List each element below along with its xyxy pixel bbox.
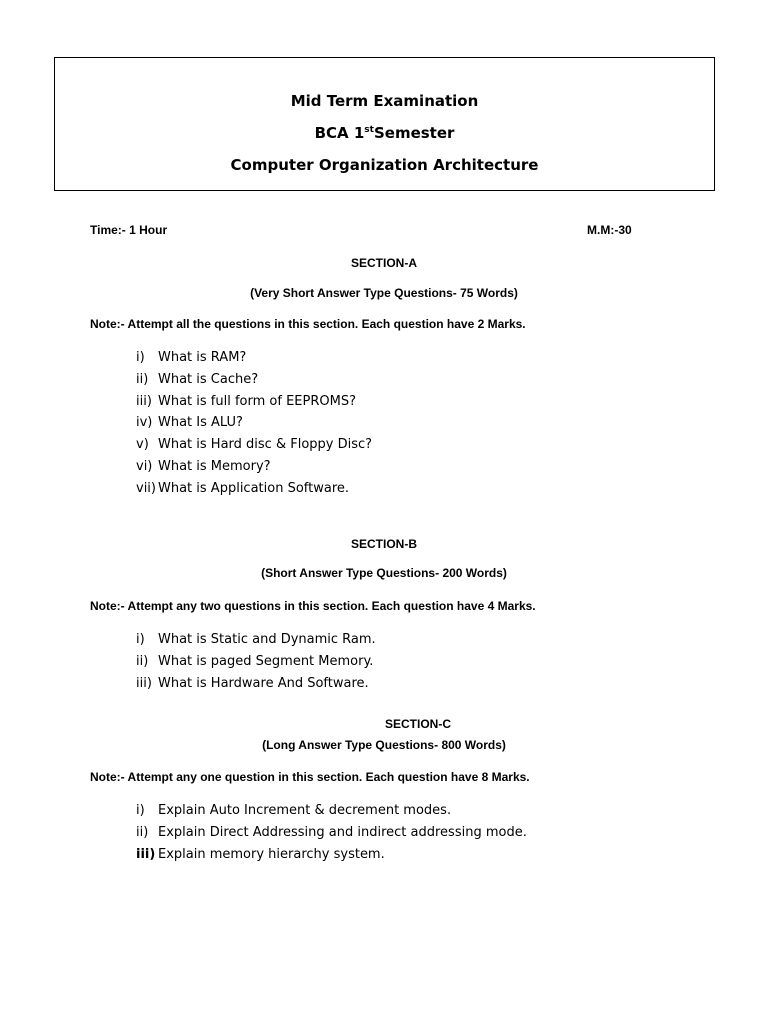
question-number: ii) <box>136 371 149 387</box>
question-text: What is Hardware And Software. <box>158 675 369 691</box>
exam-title: Mid Term Examination <box>290 92 479 110</box>
exam-time: Time:- 1 Hour <box>90 223 168 237</box>
question-number: vi) <box>136 459 153 474</box>
question-text: What Is ALU? <box>158 415 243 431</box>
question-number: iv) <box>136 415 153 431</box>
section-a-subtitle: (Very Short Answer Type Questions- 75 Words) <box>250 286 518 300</box>
question-number: ii) <box>136 653 149 669</box>
course-superscript: st <box>364 125 374 135</box>
section-b-subtitle: (Short Answer Type Questions- 200 Words) <box>261 566 507 580</box>
question-number: i) <box>136 632 145 647</box>
section-c-title: SECTION-C <box>385 717 451 731</box>
question-text: What is RAM? <box>158 350 247 365</box>
question-text: What is Memory? <box>158 459 271 474</box>
question-number: iii) <box>136 675 152 691</box>
question-text: What is Static and Dynamic Ram. <box>158 632 376 647</box>
question-number: v) <box>136 437 149 453</box>
question-text: Explain memory hierarchy system. <box>158 846 385 862</box>
subject-title: Computer Organization Architecture <box>230 156 539 174</box>
course-line <box>55 124 714 142</box>
section-c-subtitle: (Long Answer Type Questions- 800 Words) <box>262 738 506 752</box>
max-marks: M.M:-30 <box>587 223 632 237</box>
section-c-note: Note:- Attempt any one question in this section. Each question have 8 Marks. <box>90 770 530 784</box>
course-suffix: Semester <box>373 124 455 142</box>
question-number: iii) <box>136 846 156 862</box>
section-b-note: Note:- Attempt any two questions in this section. Each question have 4 Marks. <box>90 599 536 613</box>
course-prefix: BCA 1 <box>314 124 365 142</box>
question-number: iii) <box>136 393 152 409</box>
section-a-title: SECTION-A <box>351 256 417 270</box>
question-number: ii) <box>136 824 149 840</box>
question-number: i) <box>136 350 145 365</box>
question-number: i) <box>136 803 145 818</box>
question-text: What is paged Segment Memory. <box>158 653 374 669</box>
question-text: What is Cache? <box>158 371 259 387</box>
exam-header-box <box>54 57 715 191</box>
section-b-title: SECTION-B <box>351 537 417 551</box>
question-text: What is Hard disc & Floppy Disc? <box>158 437 373 453</box>
question-text: What is Application Software. <box>158 480 350 496</box>
question-text: Explain Direct Addressing and indirect addressing mode. <box>158 824 527 840</box>
question-text: What is full form of EEPROMS? <box>158 393 356 409</box>
section-a-note: Note:- Attempt all the questions in this section. Each question have 2 Marks. <box>90 317 526 331</box>
question-number: vii) <box>136 480 156 496</box>
question-text: Explain Auto Increment & decrement modes. <box>158 803 452 818</box>
